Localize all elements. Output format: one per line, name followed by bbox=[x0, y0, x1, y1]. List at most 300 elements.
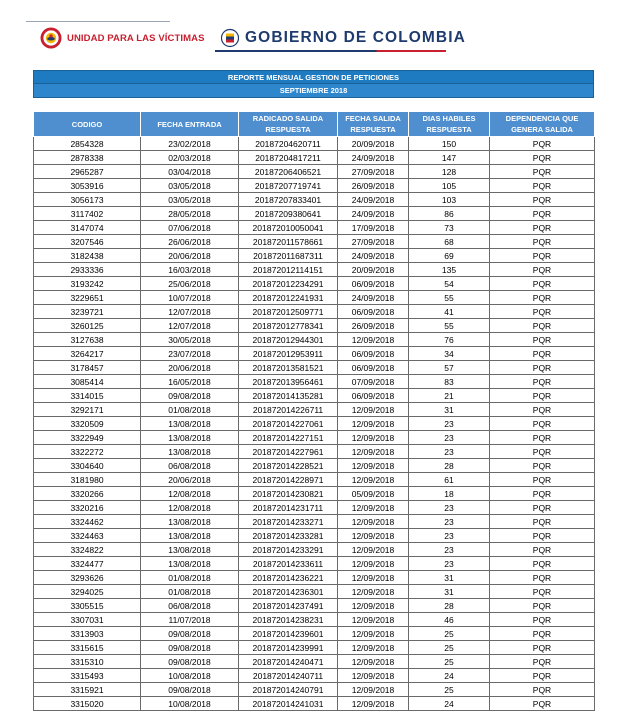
cell-fecha-salida: 12/09/2018 bbox=[338, 585, 409, 599]
table-row bbox=[34, 655, 595, 669]
cell-fecha-entrada: 09/08/2018 bbox=[141, 389, 239, 403]
cell-codigo: 3315921 bbox=[34, 683, 141, 697]
report-month: SEPTIEMBRE 2018 bbox=[33, 84, 594, 98]
cell-fecha-salida: 12/09/2018 bbox=[338, 431, 409, 445]
table-row bbox=[34, 417, 595, 431]
cell-radicado-salida: 201872013581521 bbox=[239, 361, 338, 375]
cell-radicado-salida: 201872014240711 bbox=[239, 669, 338, 683]
table-row bbox=[34, 571, 595, 585]
cell-dependencia: PQR bbox=[490, 249, 595, 263]
cell-fecha-salida: 06/09/2018 bbox=[338, 389, 409, 403]
cell-dias-habiles: 34 bbox=[409, 347, 490, 361]
cell-dependencia: PQR bbox=[490, 137, 595, 151]
cell-fecha-salida: 06/09/2018 bbox=[338, 305, 409, 319]
cell-fecha-entrada: 12/08/2018 bbox=[141, 501, 239, 515]
cell-dependencia: PQR bbox=[490, 487, 595, 501]
cell-fecha-salida: 06/09/2018 bbox=[338, 361, 409, 375]
cell-fecha-entrada: 30/05/2018 bbox=[141, 333, 239, 347]
cell-radicado-salida: 201872014240791 bbox=[239, 683, 338, 697]
colombia-coat-of-arms-icon bbox=[221, 28, 239, 48]
cell-radicado-salida: 201872014227961 bbox=[239, 445, 338, 459]
cell-dependencia: PQR bbox=[490, 389, 595, 403]
cell-fecha-entrada: 12/07/2018 bbox=[141, 305, 239, 319]
table-row bbox=[34, 613, 595, 627]
column-header-radicado-salida: RADICADO SALIDA RESPUESTA bbox=[239, 112, 338, 137]
cell-codigo: 3320509 bbox=[34, 417, 141, 431]
cell-dias-habiles: 150 bbox=[409, 137, 490, 151]
cell-dias-habiles: 23 bbox=[409, 417, 490, 431]
cell-fecha-entrada: 09/08/2018 bbox=[141, 641, 239, 655]
cell-fecha-entrada: 12/08/2018 bbox=[141, 487, 239, 501]
report-title: REPORTE MENSUAL GESTION DE PETICIONES bbox=[33, 70, 594, 84]
cell-fecha-entrada: 13/08/2018 bbox=[141, 543, 239, 557]
cell-fecha-entrada: 20/06/2018 bbox=[141, 361, 239, 375]
cell-codigo: 3182438 bbox=[34, 249, 141, 263]
table-row bbox=[34, 291, 595, 305]
cell-codigo: 3178457 bbox=[34, 361, 141, 375]
cell-radicado-salida: 20187209380641 bbox=[239, 207, 338, 221]
table-row bbox=[34, 459, 595, 473]
cell-dependencia: PQR bbox=[490, 431, 595, 445]
cell-radicado-salida: 201872013956461 bbox=[239, 375, 338, 389]
cell-dias-habiles: 25 bbox=[409, 627, 490, 641]
cell-dias-habiles: 23 bbox=[409, 557, 490, 571]
cell-dependencia: PQR bbox=[490, 655, 595, 669]
cell-fecha-salida: 12/09/2018 bbox=[338, 333, 409, 347]
cell-codigo: 3293626 bbox=[34, 571, 141, 585]
cell-dias-habiles: 23 bbox=[409, 529, 490, 543]
table-row bbox=[34, 263, 595, 277]
cell-fecha-salida: 12/09/2018 bbox=[338, 655, 409, 669]
cell-dias-habiles: 23 bbox=[409, 515, 490, 529]
cell-codigo: 3085414 bbox=[34, 375, 141, 389]
cell-fecha-entrada: 16/03/2018 bbox=[141, 263, 239, 277]
cell-codigo: 3229651 bbox=[34, 291, 141, 305]
cell-fecha-entrada: 13/08/2018 bbox=[141, 431, 239, 445]
cell-radicado-salida: 20187207719741 bbox=[239, 179, 338, 193]
cell-fecha-entrada: 13/08/2018 bbox=[141, 417, 239, 431]
cell-radicado-salida: 20187207833401 bbox=[239, 193, 338, 207]
cell-fecha-entrada: 06/08/2018 bbox=[141, 459, 239, 473]
unidad-logo-underline bbox=[26, 21, 170, 22]
cell-dependencia: PQR bbox=[490, 627, 595, 641]
cell-dias-habiles: 105 bbox=[409, 179, 490, 193]
table-row bbox=[34, 683, 595, 697]
cell-dependencia: PQR bbox=[490, 235, 595, 249]
table-row bbox=[34, 305, 595, 319]
table-row bbox=[34, 361, 595, 375]
cell-fecha-entrada: 01/08/2018 bbox=[141, 585, 239, 599]
cell-fecha-salida: 12/09/2018 bbox=[338, 515, 409, 529]
cell-dependencia: PQR bbox=[490, 585, 595, 599]
cell-fecha-entrada: 20/06/2018 bbox=[141, 249, 239, 263]
cell-dependencia: PQR bbox=[490, 151, 595, 165]
cell-fecha-entrada: 01/08/2018 bbox=[141, 571, 239, 585]
cell-fecha-entrada: 10/07/2018 bbox=[141, 291, 239, 305]
cell-radicado-salida: 201872010050041 bbox=[239, 221, 338, 235]
cell-dias-habiles: 128 bbox=[409, 165, 490, 179]
cell-codigo: 3053916 bbox=[34, 179, 141, 193]
cell-dependencia: PQR bbox=[490, 459, 595, 473]
table-row bbox=[34, 473, 595, 487]
cell-codigo: 3315493 bbox=[34, 669, 141, 683]
table-row bbox=[34, 487, 595, 501]
cell-fecha-entrada: 20/06/2018 bbox=[141, 473, 239, 487]
unidad-victimas-logo bbox=[40, 26, 205, 50]
cell-dependencia: PQR bbox=[490, 417, 595, 431]
report-section bbox=[33, 70, 594, 711]
cell-fecha-salida: 12/09/2018 bbox=[338, 557, 409, 571]
cell-dependencia: PQR bbox=[490, 305, 595, 319]
column-header-dias-habiles: DIAS HABILES RESPUESTA bbox=[409, 112, 490, 137]
cell-dias-habiles: 25 bbox=[409, 655, 490, 669]
gobierno-colombia-logo-text: GOBIERNO DE COLOMBIA bbox=[245, 29, 466, 46]
peticiones-table bbox=[33, 111, 595, 711]
gobierno-colombia-logo bbox=[221, 25, 466, 51]
cell-dependencia: PQR bbox=[490, 571, 595, 585]
cell-codigo: 3322949 bbox=[34, 431, 141, 445]
cell-dias-habiles: 25 bbox=[409, 641, 490, 655]
cell-radicado-salida: 201872012953911 bbox=[239, 347, 338, 361]
cell-codigo: 3324462 bbox=[34, 515, 141, 529]
cell-fecha-entrada: 13/08/2018 bbox=[141, 515, 239, 529]
cell-radicado-salida: 20187206406521 bbox=[239, 165, 338, 179]
cell-fecha-salida: 12/09/2018 bbox=[338, 683, 409, 697]
cell-codigo: 3264217 bbox=[34, 347, 141, 361]
cell-fecha-salida: 26/09/2018 bbox=[338, 319, 409, 333]
cell-dias-habiles: 31 bbox=[409, 571, 490, 585]
cell-dependencia: PQR bbox=[490, 179, 595, 193]
table-row bbox=[34, 165, 595, 179]
cell-dependencia: PQR bbox=[490, 445, 595, 459]
cell-dias-habiles: 147 bbox=[409, 151, 490, 165]
cell-radicado-salida: 201872014236221 bbox=[239, 571, 338, 585]
cell-fecha-salida: 12/09/2018 bbox=[338, 669, 409, 683]
cell-fecha-salida: 12/09/2018 bbox=[338, 543, 409, 557]
cell-fecha-salida: 24/09/2018 bbox=[338, 151, 409, 165]
cell-dependencia: PQR bbox=[490, 221, 595, 235]
cell-dependencia: PQR bbox=[490, 669, 595, 683]
cell-fecha-entrada: 11/07/2018 bbox=[141, 613, 239, 627]
cell-radicado-salida: 201872014237491 bbox=[239, 599, 338, 613]
table-row bbox=[34, 669, 595, 683]
cell-fecha-salida: 05/09/2018 bbox=[338, 487, 409, 501]
cell-fecha-salida: 12/09/2018 bbox=[338, 459, 409, 473]
cell-dependencia: PQR bbox=[490, 697, 595, 711]
cell-fecha-entrada: 13/08/2018 bbox=[141, 557, 239, 571]
cell-radicado-salida: 201872014227151 bbox=[239, 431, 338, 445]
cell-fecha-entrada: 16/05/2018 bbox=[141, 375, 239, 389]
cell-codigo: 3315310 bbox=[34, 655, 141, 669]
cell-codigo: 3324477 bbox=[34, 557, 141, 571]
cell-dias-habiles: 55 bbox=[409, 291, 490, 305]
cell-radicado-salida: 201872014239601 bbox=[239, 627, 338, 641]
column-header-dependencia: DEPENDENCIA QUE GENERA SALIDA bbox=[490, 112, 595, 137]
cell-radicado-salida: 201872012778341 bbox=[239, 319, 338, 333]
cell-dependencia: PQR bbox=[490, 193, 595, 207]
table-row bbox=[34, 179, 595, 193]
cell-radicado-salida: 201872011578661 bbox=[239, 235, 338, 249]
cell-codigo: 3239721 bbox=[34, 305, 141, 319]
cell-fecha-entrada: 28/05/2018 bbox=[141, 207, 239, 221]
cell-fecha-salida: 12/09/2018 bbox=[338, 627, 409, 641]
cell-codigo: 3313903 bbox=[34, 627, 141, 641]
cell-fecha-entrada: 13/08/2018 bbox=[141, 445, 239, 459]
cell-radicado-salida: 201872012241931 bbox=[239, 291, 338, 305]
cell-radicado-salida: 201872014233281 bbox=[239, 529, 338, 543]
cell-radicado-salida: 201872014230821 bbox=[239, 487, 338, 501]
cell-fecha-entrada: 12/07/2018 bbox=[141, 319, 239, 333]
cell-fecha-salida: 07/09/2018 bbox=[338, 375, 409, 389]
cell-fecha-salida: 24/09/2018 bbox=[338, 291, 409, 305]
cell-dias-habiles: 41 bbox=[409, 305, 490, 319]
cell-fecha-salida: 12/09/2018 bbox=[338, 599, 409, 613]
table-row bbox=[34, 235, 595, 249]
cell-codigo: 3315020 bbox=[34, 697, 141, 711]
cell-fecha-salida: 12/09/2018 bbox=[338, 641, 409, 655]
cell-radicado-salida: 201872014233291 bbox=[239, 543, 338, 557]
cell-dependencia: PQR bbox=[490, 263, 595, 277]
cell-fecha-entrada: 10/08/2018 bbox=[141, 669, 239, 683]
cell-dependencia: PQR bbox=[490, 683, 595, 697]
cell-radicado-salida: 20187204817211 bbox=[239, 151, 338, 165]
table-row bbox=[34, 221, 595, 235]
cell-dias-habiles: 28 bbox=[409, 599, 490, 613]
cell-dias-habiles: 86 bbox=[409, 207, 490, 221]
cell-fecha-salida: 12/09/2018 bbox=[338, 445, 409, 459]
cell-fecha-salida: 12/09/2018 bbox=[338, 403, 409, 417]
cell-radicado-salida: 201872014135281 bbox=[239, 389, 338, 403]
cell-codigo: 3127638 bbox=[34, 333, 141, 347]
cell-fecha-salida: 20/09/2018 bbox=[338, 137, 409, 151]
cell-fecha-salida: 12/09/2018 bbox=[338, 571, 409, 585]
table-row bbox=[34, 515, 595, 529]
cell-dependencia: PQR bbox=[490, 207, 595, 221]
cell-fecha-salida: 26/09/2018 bbox=[338, 179, 409, 193]
cell-dependencia: PQR bbox=[490, 165, 595, 179]
cell-radicado-salida: 201872014233611 bbox=[239, 557, 338, 571]
cell-radicado-salida: 201872012114151 bbox=[239, 263, 338, 277]
cell-radicado-salida: 201872012509771 bbox=[239, 305, 338, 319]
cell-codigo: 3307031 bbox=[34, 613, 141, 627]
table-header-row bbox=[34, 112, 595, 137]
cell-dias-habiles: 23 bbox=[409, 501, 490, 515]
cell-dias-habiles: 23 bbox=[409, 445, 490, 459]
table-body bbox=[34, 137, 595, 711]
cell-dias-habiles: 31 bbox=[409, 585, 490, 599]
cell-fecha-entrada: 23/07/2018 bbox=[141, 347, 239, 361]
cell-dependencia: PQR bbox=[490, 557, 595, 571]
cell-dependencia: PQR bbox=[490, 333, 595, 347]
cell-fecha-salida: 12/09/2018 bbox=[338, 473, 409, 487]
cell-fecha-salida: 06/09/2018 bbox=[338, 347, 409, 361]
table-row bbox=[34, 529, 595, 543]
spacer-row bbox=[33, 98, 594, 111]
cell-fecha-salida: 24/09/2018 bbox=[338, 193, 409, 207]
cell-dias-habiles: 73 bbox=[409, 221, 490, 235]
cell-fecha-entrada: 03/04/2018 bbox=[141, 165, 239, 179]
cell-fecha-salida: 12/09/2018 bbox=[338, 501, 409, 515]
unidad-victimas-logo-text: UNIDAD PARA LAS VÍCTIMAS bbox=[67, 32, 205, 44]
cell-fecha-entrada: 26/06/2018 bbox=[141, 235, 239, 249]
cell-fecha-salida: 27/09/2018 bbox=[338, 235, 409, 249]
cell-dias-habiles: 69 bbox=[409, 249, 490, 263]
cell-radicado-salida: 201872014233271 bbox=[239, 515, 338, 529]
cell-fecha-entrada: 10/08/2018 bbox=[141, 697, 239, 711]
cell-fecha-entrada: 09/08/2018 bbox=[141, 627, 239, 641]
cell-fecha-entrada: 09/08/2018 bbox=[141, 655, 239, 669]
table-row bbox=[34, 375, 595, 389]
cell-radicado-salida: 201872014228971 bbox=[239, 473, 338, 487]
cell-dependencia: PQR bbox=[490, 277, 595, 291]
cell-fecha-salida: 24/09/2018 bbox=[338, 207, 409, 221]
cell-codigo: 3324463 bbox=[34, 529, 141, 543]
cell-dias-habiles: 21 bbox=[409, 389, 490, 403]
cell-dias-habiles: 25 bbox=[409, 683, 490, 697]
column-header-fecha-salida: FECHA SALIDA RESPUESTA bbox=[338, 112, 409, 137]
cell-radicado-salida: 201872014227061 bbox=[239, 417, 338, 431]
cell-dias-habiles: 31 bbox=[409, 403, 490, 417]
cell-fecha-entrada: 03/05/2018 bbox=[141, 193, 239, 207]
cell-codigo: 3324822 bbox=[34, 543, 141, 557]
cell-codigo: 3320216 bbox=[34, 501, 141, 515]
table-row bbox=[34, 389, 595, 403]
cell-fecha-entrada: 02/03/2018 bbox=[141, 151, 239, 165]
table-row bbox=[34, 319, 595, 333]
cell-dependencia: PQR bbox=[490, 529, 595, 543]
table-row bbox=[34, 137, 595, 151]
cell-codigo: 3314015 bbox=[34, 389, 141, 403]
table-row bbox=[34, 333, 595, 347]
cell-fecha-salida: 12/09/2018 bbox=[338, 613, 409, 627]
cell-dependencia: PQR bbox=[490, 515, 595, 529]
cell-fecha-salida: 12/09/2018 bbox=[338, 529, 409, 543]
cell-dias-habiles: 24 bbox=[409, 697, 490, 711]
cell-fecha-entrada: 13/08/2018 bbox=[141, 529, 239, 543]
cell-radicado-salida: 201872014240471 bbox=[239, 655, 338, 669]
cell-dependencia: PQR bbox=[490, 501, 595, 515]
cell-fecha-salida: 20/09/2018 bbox=[338, 263, 409, 277]
cell-codigo: 3193242 bbox=[34, 277, 141, 291]
cell-radicado-salida: 201872014228521 bbox=[239, 459, 338, 473]
cell-fecha-salida: 27/09/2018 bbox=[338, 165, 409, 179]
cell-radicado-salida: 201872014226711 bbox=[239, 403, 338, 417]
table-row bbox=[34, 249, 595, 263]
cell-dependencia: PQR bbox=[490, 641, 595, 655]
table-row bbox=[34, 403, 595, 417]
cell-codigo: 3305515 bbox=[34, 599, 141, 613]
table-row bbox=[34, 543, 595, 557]
cell-codigo: 3260125 bbox=[34, 319, 141, 333]
cell-fecha-entrada: 03/05/2018 bbox=[141, 179, 239, 193]
cell-radicado-salida: 201872014231711 bbox=[239, 501, 338, 515]
cell-fecha-salida: 06/09/2018 bbox=[338, 277, 409, 291]
cell-dias-habiles: 23 bbox=[409, 431, 490, 445]
cell-fecha-salida: 12/09/2018 bbox=[338, 417, 409, 431]
cell-dias-habiles: 76 bbox=[409, 333, 490, 347]
table-row bbox=[34, 585, 595, 599]
cell-dias-habiles: 54 bbox=[409, 277, 490, 291]
cell-codigo: 3147074 bbox=[34, 221, 141, 235]
cell-radicado-salida: 201872012944301 bbox=[239, 333, 338, 347]
gobierno-logo-underline bbox=[215, 50, 446, 52]
table-row bbox=[34, 207, 595, 221]
table-row bbox=[34, 431, 595, 445]
cell-codigo: 2878338 bbox=[34, 151, 141, 165]
cell-fecha-salida: 17/09/2018 bbox=[338, 221, 409, 235]
table-row bbox=[34, 557, 595, 571]
table-row bbox=[34, 627, 595, 641]
table-row bbox=[34, 277, 595, 291]
cell-codigo: 2854328 bbox=[34, 137, 141, 151]
table-row bbox=[34, 151, 595, 165]
cell-dependencia: PQR bbox=[490, 613, 595, 627]
table-row bbox=[34, 599, 595, 613]
cell-fecha-entrada: 06/08/2018 bbox=[141, 599, 239, 613]
cell-codigo: 3117402 bbox=[34, 207, 141, 221]
cell-radicado-salida: 201872014236301 bbox=[239, 585, 338, 599]
cell-codigo: 3322272 bbox=[34, 445, 141, 459]
cell-dias-habiles: 28 bbox=[409, 459, 490, 473]
cell-fecha-entrada: 01/08/2018 bbox=[141, 403, 239, 417]
cell-fecha-entrada: 09/08/2018 bbox=[141, 683, 239, 697]
cell-dependencia: PQR bbox=[490, 291, 595, 305]
cell-dias-habiles: 61 bbox=[409, 473, 490, 487]
column-header-fecha-entrada: FECHA ENTRADA bbox=[141, 112, 239, 137]
cell-dependencia: PQR bbox=[490, 375, 595, 389]
cell-dependencia: PQR bbox=[490, 347, 595, 361]
cell-fecha-entrada: 07/06/2018 bbox=[141, 221, 239, 235]
cell-codigo: 3320266 bbox=[34, 487, 141, 501]
cell-codigo: 3056173 bbox=[34, 193, 141, 207]
cell-dias-habiles: 24 bbox=[409, 669, 490, 683]
cell-codigo: 3207546 bbox=[34, 235, 141, 249]
cell-fecha-salida: 12/09/2018 bbox=[338, 697, 409, 711]
cell-codigo: 2933336 bbox=[34, 263, 141, 277]
table-row bbox=[34, 193, 595, 207]
cell-radicado-salida: 201872014238231 bbox=[239, 613, 338, 627]
cell-dependencia: PQR bbox=[490, 599, 595, 613]
cell-dependencia: PQR bbox=[490, 403, 595, 417]
cell-fecha-entrada: 23/02/2018 bbox=[141, 137, 239, 151]
cell-dias-habiles: 18 bbox=[409, 487, 490, 501]
column-header-codigo: CODIGO bbox=[34, 112, 141, 137]
cell-dias-habiles: 83 bbox=[409, 375, 490, 389]
cell-radicado-salida: 201872011687311 bbox=[239, 249, 338, 263]
cell-dependencia: PQR bbox=[490, 543, 595, 557]
cell-fecha-entrada: 25/06/2018 bbox=[141, 277, 239, 291]
table-row bbox=[34, 445, 595, 459]
cell-codigo: 3292171 bbox=[34, 403, 141, 417]
table-row bbox=[34, 501, 595, 515]
cell-fecha-salida: 24/09/2018 bbox=[338, 249, 409, 263]
cell-dependencia: PQR bbox=[490, 361, 595, 375]
cell-dias-habiles: 57 bbox=[409, 361, 490, 375]
cell-dias-habiles: 68 bbox=[409, 235, 490, 249]
cell-dias-habiles: 23 bbox=[409, 543, 490, 557]
cell-dias-habiles: 55 bbox=[409, 319, 490, 333]
unidad-victimas-emblem-icon bbox=[40, 27, 62, 49]
table-row bbox=[34, 697, 595, 711]
table-row bbox=[34, 641, 595, 655]
cell-codigo: 3315615 bbox=[34, 641, 141, 655]
cell-dias-habiles: 103 bbox=[409, 193, 490, 207]
cell-radicado-salida: 201872014241031 bbox=[239, 697, 338, 711]
cell-radicado-salida: 201872014239991 bbox=[239, 641, 338, 655]
cell-radicado-salida: 201872012234291 bbox=[239, 277, 338, 291]
cell-dependencia: PQR bbox=[490, 319, 595, 333]
cell-dias-habiles: 46 bbox=[409, 613, 490, 627]
